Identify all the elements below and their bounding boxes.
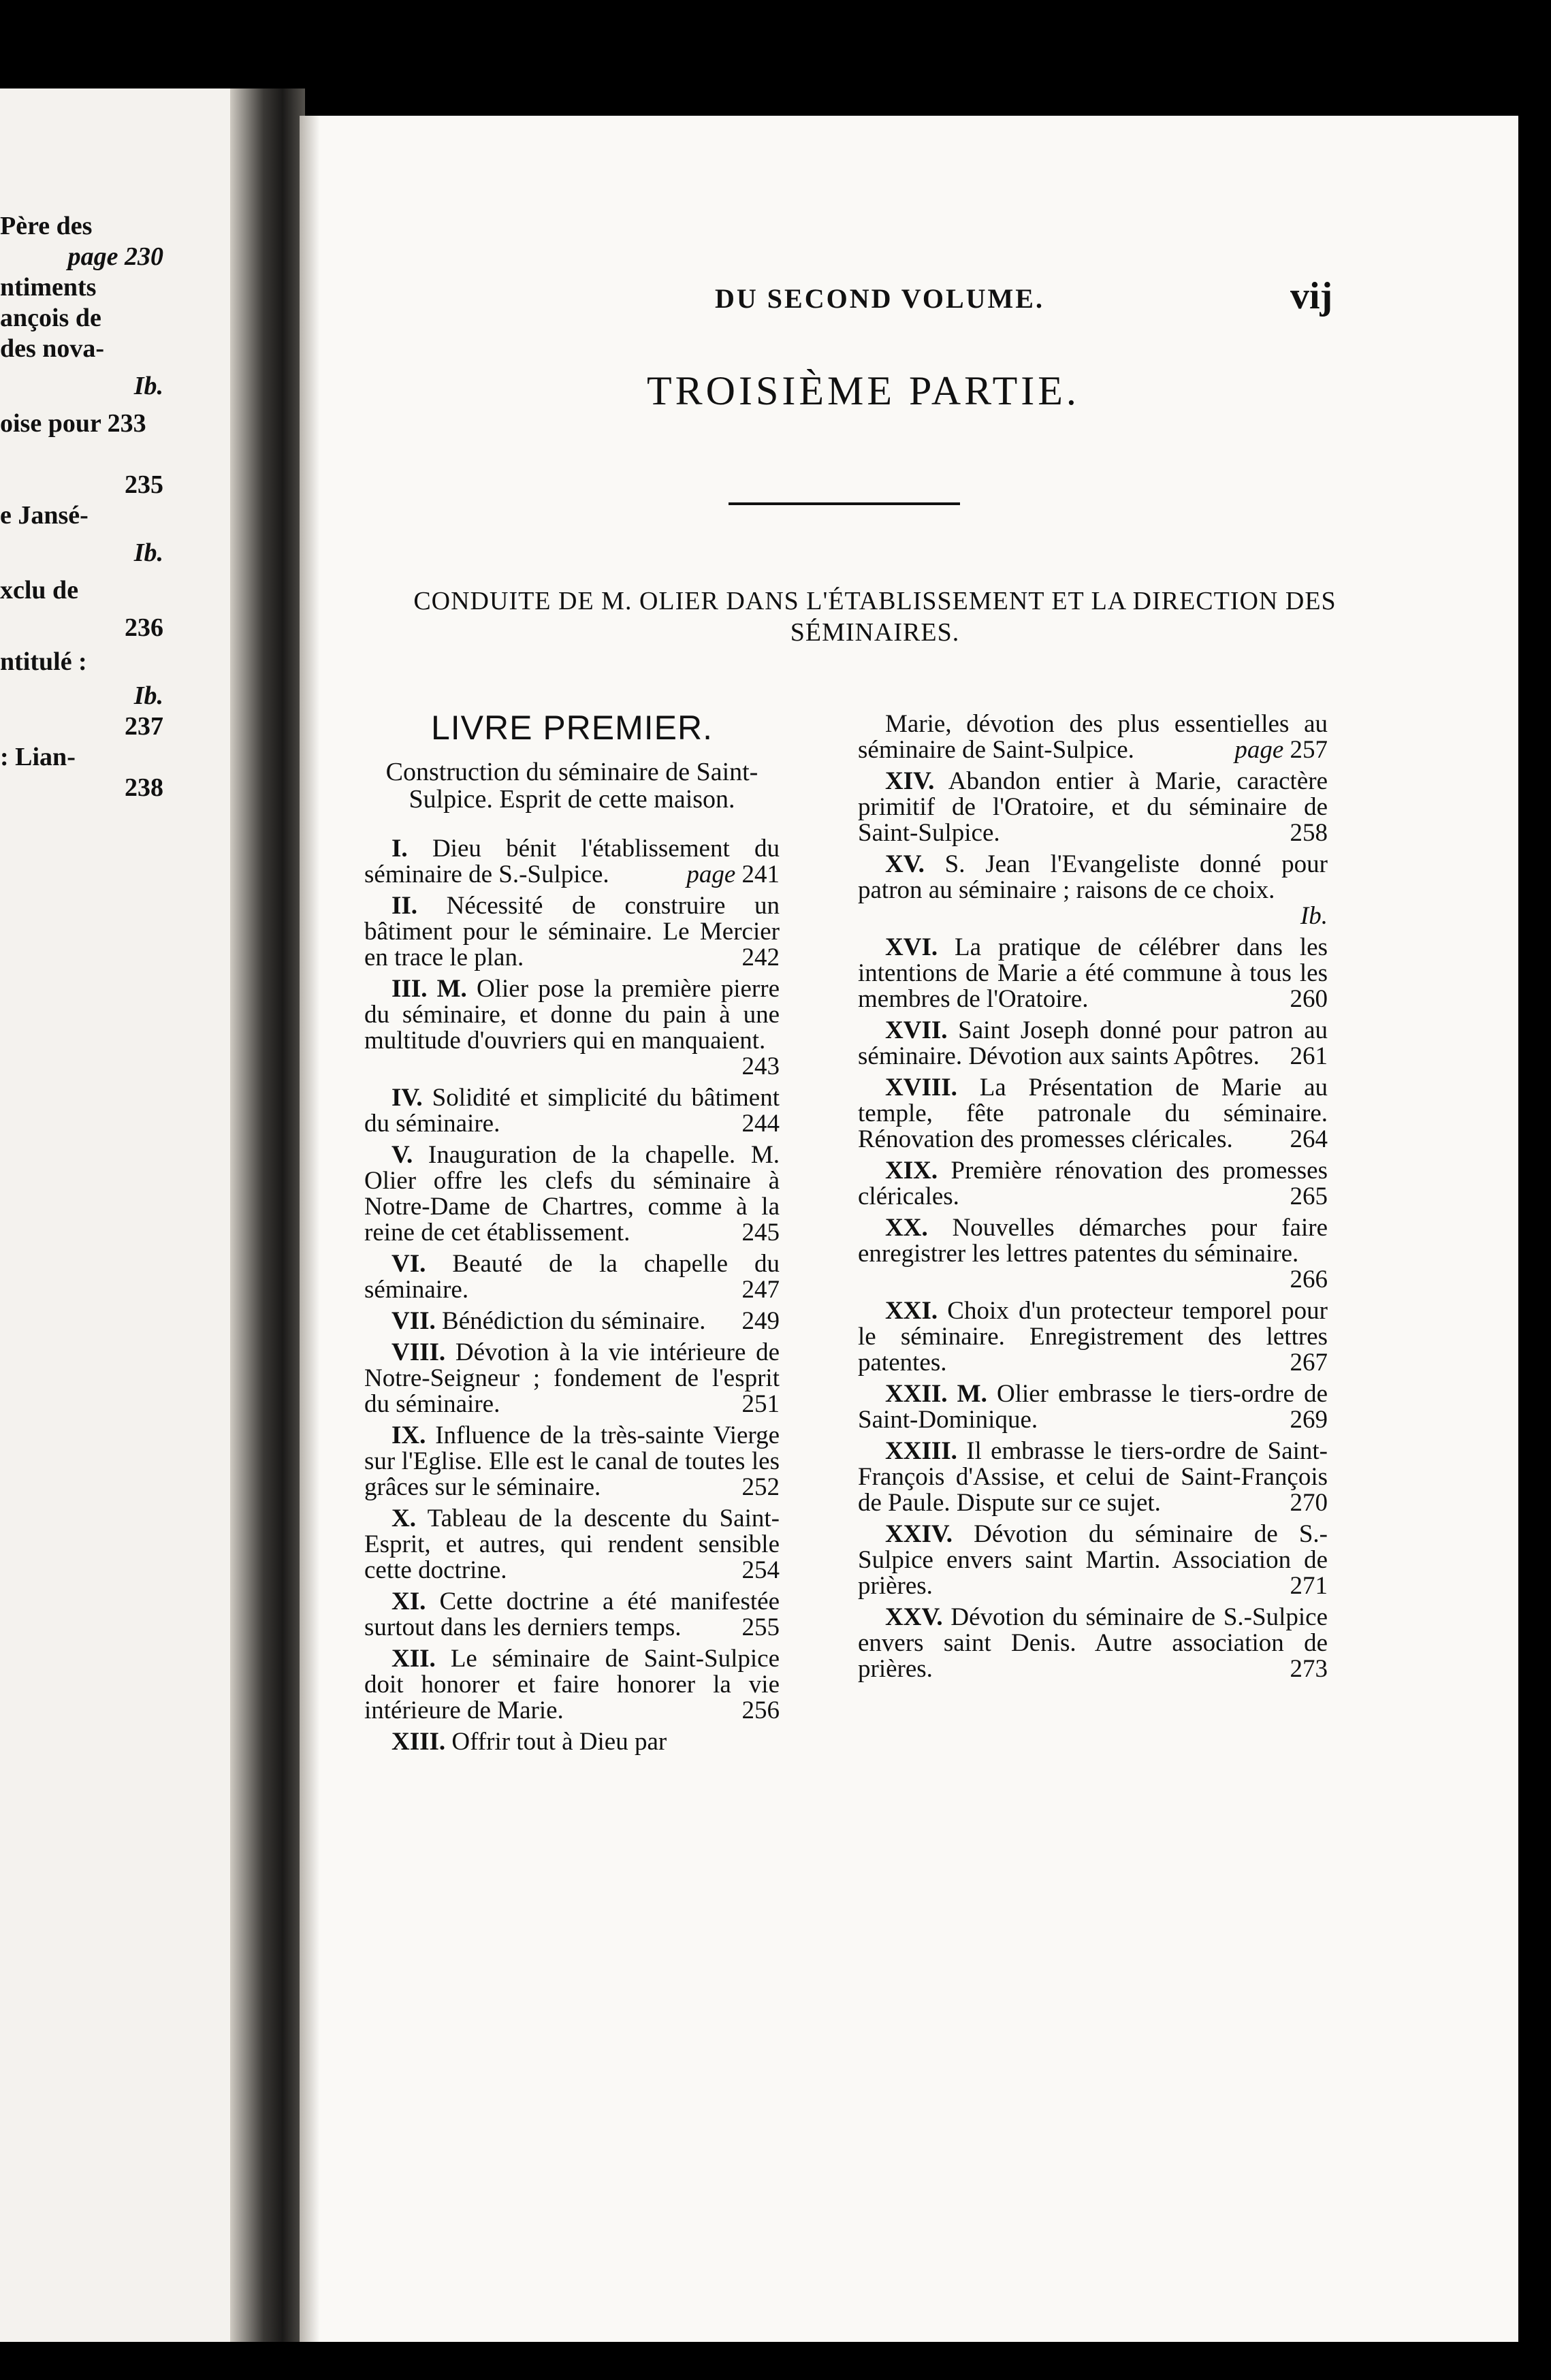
toc-entry — [364, 976, 780, 1080]
facing-page-page-ref: Ib. — [133, 681, 163, 710]
entry-page-number: 267 — [1290, 1349, 1328, 1377]
entry-text: Dieu bénit l'établissement du séminaire de S.-Sulpice. — [364, 835, 780, 888]
toc-entry — [858, 769, 1328, 846]
facing-page-line: e Jansé- — [0, 501, 89, 530]
entry-page — [1263, 1573, 1328, 1599]
toc-entry — [858, 1158, 1328, 1210]
entry-page-number: 252 — [741, 1473, 780, 1501]
entry-page — [715, 1698, 780, 1724]
entry-number: XVIII. — [885, 1074, 957, 1101]
entry-page-number: 270 — [1290, 1489, 1328, 1517]
entry-number: XX. — [885, 1214, 928, 1242]
entry-text: Nécessité de construire un bâtiment pour le séminaire. Le Mercier en trace le plan. — [364, 892, 780, 971]
entry-page-word: page — [686, 861, 736, 888]
entry-page-number: 266 — [1290, 1266, 1328, 1293]
toc-entries-left — [364, 836, 780, 1755]
entry-page-number: 273 — [1290, 1655, 1328, 1683]
entry-number: IV. — [391, 1084, 423, 1112]
entry-number: VI. — [391, 1250, 426, 1278]
entry-page-number: 251 — [741, 1390, 780, 1418]
toc-entry — [858, 711, 1328, 763]
entry-number: XI. — [391, 1588, 426, 1615]
toc-entry — [364, 1423, 780, 1500]
facing-page-line: : Lian- — [0, 743, 76, 771]
entry-text: Le séminaire de Saint-Sulpice doit honorer et faire honorer la vie intérieure de Marie. — [364, 1645, 780, 1724]
entry-page-number: 249 — [741, 1307, 780, 1335]
facing-page-page-ref: Ib. — [133, 372, 163, 400]
facing-page-fragment — [0, 89, 245, 2342]
entry-page — [715, 1392, 780, 1417]
running-title: DU SECOND VOLUME. — [715, 283, 1044, 314]
part-title: TROISIÈME PARTIE. — [647, 368, 1080, 413]
entry-number: XXIII. — [885, 1437, 957, 1465]
entry-text: Beauté de la chapelle du séminaire. — [364, 1250, 780, 1304]
facing-page-line: ntiments — [0, 273, 97, 302]
entry-page-number: 258 — [1290, 819, 1328, 847]
facing-page-page-ref: 237 — [125, 712, 163, 741]
entry-page — [1263, 1350, 1328, 1376]
entry-page — [1263, 820, 1328, 846]
entry-text: Marie, dévotion des plus essentielles au séminaire de Saint-Sulpice. — [858, 710, 1328, 764]
facing-page-line: ançois de — [0, 304, 101, 332]
title-rule — [729, 502, 960, 505]
book-subtitle: Construction du séminaire de Saint-Sulpice. Esprit de cette maison. — [385, 758, 758, 814]
entry-page-number: 257 — [1290, 736, 1328, 764]
entry-number: X. — [391, 1505, 416, 1532]
entry-page — [1263, 1407, 1328, 1433]
entry-text: Olier embrasse le tiers-ordre de Saint-Dominique. — [858, 1380, 1328, 1434]
entry-page-number: 243 — [741, 1052, 780, 1080]
entry-page — [1263, 1044, 1328, 1070]
toc-entry — [364, 1506, 780, 1583]
toc-entry — [364, 1340, 780, 1417]
entry-page-number: 244 — [741, 1110, 780, 1138]
entry-number: XXIV. — [885, 1520, 953, 1548]
toc-entry — [858, 1075, 1328, 1153]
entry-number: V. — [391, 1141, 413, 1169]
entry-page-number: 269 — [1290, 1406, 1328, 1434]
entry-text: Bénédiction du séminaire. — [442, 1307, 706, 1335]
entry-page-number: 254 — [741, 1556, 780, 1584]
entry-number: XXII. M. — [885, 1380, 987, 1408]
toc-entry — [858, 1381, 1328, 1433]
page-gutter-shadow — [300, 116, 320, 2342]
entry-text: Offrir tout à Dieu par — [451, 1728, 667, 1756]
entry-number: II. — [391, 892, 418, 920]
entry-number: XVI. — [885, 933, 938, 961]
entry-text: Nouvelles démarches pour faire enregistrer les lettres patentes du séminaire. — [858, 1214, 1328, 1268]
entry-number: XXI. — [885, 1297, 938, 1325]
section-title: CONDUITE DE M. OLIER DANS L'ÉTABLISSEMENT ET LA DIRECTION DES SÉMINAIRES. — [413, 587, 1337, 647]
entry-page — [1263, 986, 1328, 1012]
page-folio: vij — [1290, 275, 1333, 317]
entry-text: Saint Joseph donné pour patron au séminaire. Dévotion aux saints Apôtres. — [858, 1016, 1328, 1070]
facing-page-line: ntitulé : — [0, 647, 87, 676]
toc-entry — [858, 1438, 1328, 1516]
entry-number: VIII. — [391, 1338, 446, 1366]
entry-page — [1263, 1656, 1328, 1682]
toc-entry — [364, 1308, 780, 1334]
entry-page — [1207, 737, 1328, 763]
entry-number: XXV. — [885, 1603, 943, 1631]
entry-page — [715, 1475, 780, 1500]
entry-page-number: 261 — [1290, 1042, 1328, 1070]
entry-text: Abandon entier à Marie, caractère primitif de l'Oratoire, et du séminaire de Saint-Sulpice. — [858, 767, 1328, 847]
entry-page-number: 256 — [741, 1696, 780, 1724]
entry-page — [1273, 903, 1328, 929]
toc-entry — [364, 1729, 780, 1755]
entry-page-number: 271 — [1290, 1572, 1328, 1600]
entry-page-number: 245 — [741, 1219, 780, 1247]
book-gutter — [230, 89, 305, 2342]
book-page — [300, 116, 1518, 2342]
entry-page-number: 265 — [1290, 1183, 1328, 1210]
entry-page-number: 247 — [741, 1276, 780, 1304]
facing-page-line: xclu de — [0, 576, 79, 605]
entry-page — [1263, 1490, 1328, 1516]
entry-number: I. — [391, 835, 408, 863]
facing-page-page-ref: 238 — [125, 773, 163, 802]
facing-page-line: Père des — [0, 212, 93, 240]
toc-entry — [858, 852, 1328, 929]
entry-number: III. M. — [391, 975, 467, 1003]
toc-entry — [364, 1251, 780, 1303]
toc-entry — [364, 1589, 780, 1641]
toc-entry — [858, 1215, 1328, 1293]
entry-page — [715, 1558, 780, 1583]
toc-entry — [364, 1142, 780, 1246]
entry-page-number: Ib. — [1300, 902, 1328, 930]
facing-page-page-ref: 236 — [125, 613, 163, 642]
entry-page-number: 255 — [741, 1613, 780, 1641]
entry-number: XII. — [391, 1645, 436, 1673]
entry-text: Olier pose la première pierre du séminaire, et donne du pain à une multitude d'ouvriers qui en manquaient. — [364, 975, 780, 1055]
entry-number: XIII. — [391, 1728, 446, 1756]
toc-column-right — [858, 711, 1328, 1688]
entry-text: Première rénovation des promesses cléricales. — [858, 1157, 1328, 1210]
facing-page-page-ref: 235 — [125, 470, 163, 499]
entry-text: Dévotion du séminaire de S.-Sulpice envers saint Martin. Association de prières. — [858, 1520, 1328, 1600]
entry-page — [715, 945, 780, 971]
entry-number: IX. — [391, 1421, 426, 1449]
entry-number: XV. — [885, 850, 925, 878]
entry-page — [715, 1615, 780, 1641]
entry-text: Solidité et simplicité du bâtiment du séminaire. — [364, 1084, 780, 1138]
toc-entry — [364, 1085, 780, 1137]
entry-page — [1263, 1127, 1328, 1153]
toc-entry — [858, 1522, 1328, 1599]
facing-page-page-ref: page 230 — [67, 242, 163, 271]
entry-page-number: 241 — [741, 861, 780, 888]
entry-page — [1263, 1184, 1328, 1210]
entry-page-number: 242 — [741, 944, 780, 971]
entry-text: S. Jean l'Evangeliste donné pour patron au séminaire ; raisons de ce choix. — [858, 850, 1328, 904]
toc-entry — [364, 836, 780, 888]
entry-page — [715, 1054, 780, 1080]
facing-page-line: des nova- — [0, 334, 105, 363]
entry-page-number: 264 — [1290, 1125, 1328, 1153]
entry-page — [715, 1111, 780, 1137]
entry-text: Dévotion du séminaire de S.-Sulpice envers saint Denis. Autre association de prières. — [858, 1603, 1328, 1683]
toc-entry — [858, 1298, 1328, 1376]
toc-entries-right — [858, 711, 1328, 1682]
toc-entry — [858, 1018, 1328, 1070]
entry-text: Influence de la très-sainte Vierge sur l'Eglise. Elle est le canal de toutes les grâces sur le séminaire. — [364, 1421, 780, 1501]
entry-text: La Présentation de Marie au temple, fête patronale du séminaire. Rénovation des promesses cléricales. — [858, 1074, 1328, 1153]
toc-entry — [364, 1646, 780, 1724]
book-title: LIVRE PREMIER. — [430, 709, 714, 747]
entry-page — [715, 1308, 780, 1334]
entry-page — [1263, 1267, 1328, 1293]
entry-text: Cette doctrine a été manifestée surtout dans les derniers temps. — [364, 1588, 780, 1641]
entry-number: VII. — [391, 1307, 436, 1335]
toc-entry — [858, 1605, 1328, 1682]
entry-text: Dévotion à la vie intérieure de Notre-Seigneur ; fondement de l'esprit du séminaire. — [364, 1338, 780, 1418]
running-head — [300, 275, 1518, 323]
entry-text: Tableau de la descente du Saint-Esprit, et autres, qui rendent sensible cette doctrine. — [364, 1505, 780, 1584]
entry-text: Il embrasse le tiers-ordre de Saint-François d'Assise, et celui de Saint-François de Paule. Dispute sur ce sujet. — [858, 1437, 1328, 1517]
entry-page — [659, 862, 780, 888]
entry-number: XIX. — [885, 1157, 938, 1185]
entry-number: XVII. — [885, 1016, 948, 1044]
toc-entry — [858, 935, 1328, 1012]
entry-page-number: 260 — [1290, 985, 1328, 1013]
facing-page-line: oise pour 233 — [0, 409, 146, 438]
entry-page-word: page — [1234, 736, 1284, 764]
toc-column-left — [364, 711, 780, 1760]
facing-page-page-ref: Ib. — [133, 538, 163, 567]
entry-number: XIV. — [885, 767, 935, 795]
entry-text: Inauguration de la chapelle. M. Olier offre les clefs du séminaire à Notre-Dame de Chartres, comme à la reine de cet établissement. — [364, 1141, 780, 1247]
entry-text: Choix d'un protecteur temporel pour le séminaire. Enregistrement des lettres patentes. — [858, 1297, 1328, 1377]
entry-text: La pratique de célébrer dans les intentions de Marie a été commune à tous les membres de l'Oratoire. — [858, 933, 1328, 1013]
entry-page — [715, 1220, 780, 1246]
entry-page — [715, 1277, 780, 1303]
toc-entry — [364, 893, 780, 971]
